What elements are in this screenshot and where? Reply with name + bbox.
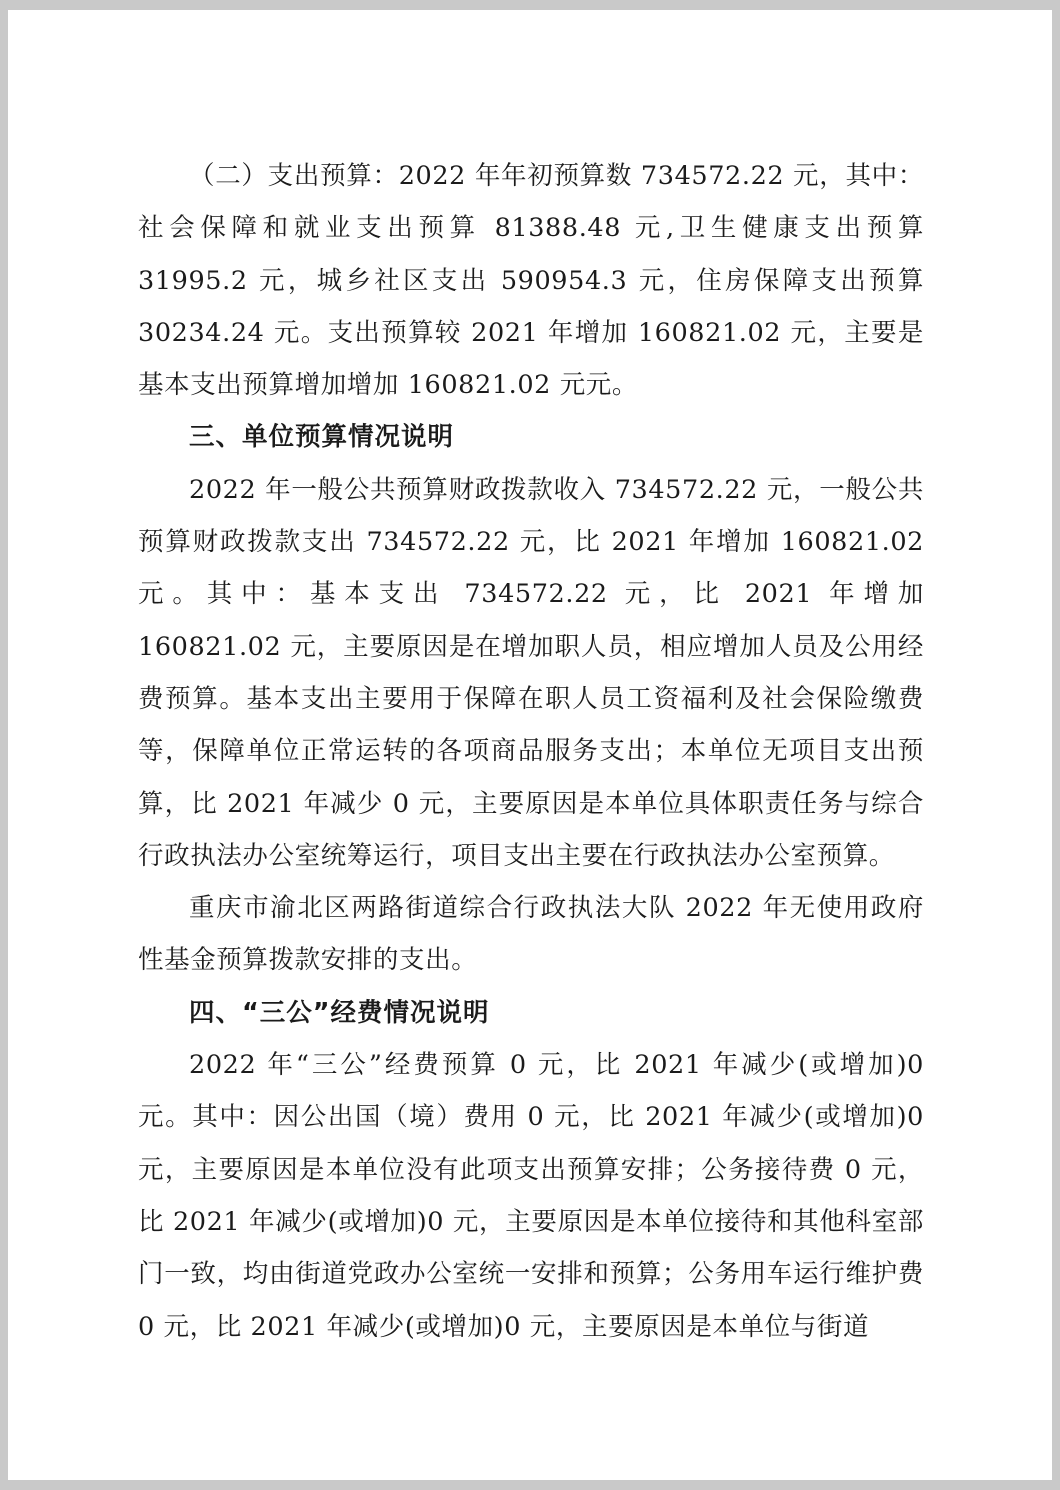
paragraph-three-public-expenses: 2022 年“三公”经费预算 0 元，比 2021 年减少(或增加)0 元。其中：因公出国（境）费用 0 元，比 2021 年减少(或增加)0 元，主要原因是本单位没有此项支出预算安排；公务接待费 0 元，比 2021 年减少(或增加)0 元，主要原因是本单位接待和其他科室部门一致，均由街道党政办公室统一安排和预算；公务用车运行维护费 0 元，比 2021 年减少(或增加)0 元，主要原因是本单位与街道 — [138, 1050, 924, 1342]
paragraph-general-public-budget: 2022 年一般公共预算财政拨款收入 734572.22 元，一般公共预算财政拨款支出 734572.22 元，比 2021 年增加 160821.02 元。其中：基本支出 734572.22 元，比 2021 年增加 160821.02 元，主要原因是在增加职人员，相应增加人员及公用经费预算。基本支出主要用于保障在职人员工资福利及社会保险缴费等，保障单位正常运转的各项商品服务支出；本单位无项目支出预算，比 2021 年减少 0 元，主要原因是本单位具体职责任务与综合行政执法办公室统筹运行，项目支出主要在行政执法办公室预算。 — [138, 474, 924, 871]
paragraph-expenditure-budget: （二）支出预算：2022 年年初预算数 734572.22 元，其中：社会保障和就业支出预算 81388.48 元,卫生健康支出预算 31995.2 元，城乡社区支出 590954.3 元，住房保障支出预算 30234.24 元。支出预算较 2021 年增加 160821.02 元，主要是基本支出预算增加增加 160821.02 元元。 — [138, 161, 924, 401]
document-body — [138, 150, 924, 1353]
section-heading-three-public: 四、“三公”经费情况说明 — [189, 997, 490, 1028]
document-page — [8, 10, 1052, 1480]
paragraph-government-fund: 重庆市渝北区两路街道综合行政执法大队 2022 年无使用政府性基金预算拨款安排的支出。 — [138, 893, 924, 976]
section-heading-unit-budget: 三、单位预算情况说明 — [189, 422, 455, 453]
